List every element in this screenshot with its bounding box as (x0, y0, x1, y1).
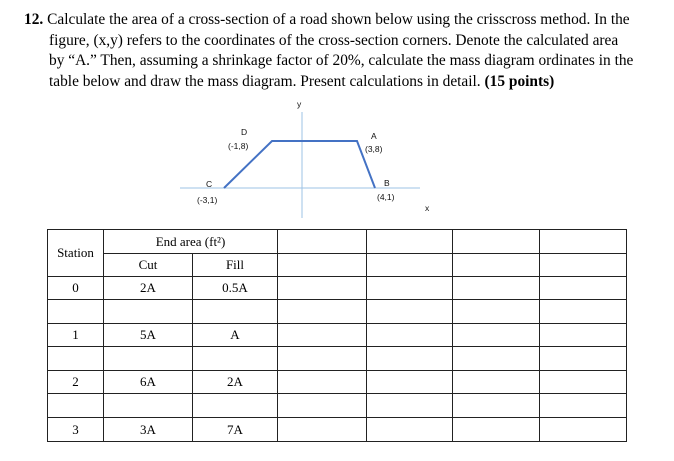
empty-cell (278, 394, 367, 418)
empty-cell (367, 300, 453, 324)
empty-cell (540, 230, 627, 254)
table-spacer-row (48, 394, 627, 418)
empty-cell (367, 394, 453, 418)
point-a-label: A (371, 131, 377, 141)
empty-cell (453, 371, 540, 394)
point-a-coords: (3,8) (365, 144, 383, 154)
empty-cell (453, 277, 540, 300)
station-cell: 1 (48, 324, 104, 347)
cross-section-figure (0, 0, 674, 230)
empty-cell (540, 418, 627, 442)
empty-cell (278, 254, 367, 277)
empty-cell (540, 324, 627, 347)
station-cell: 3 (48, 418, 104, 442)
point-c-label: C (206, 179, 213, 189)
empty-cell (278, 371, 367, 394)
point-b-label: B (384, 178, 390, 188)
empty-cell (104, 394, 193, 418)
empty-cell (540, 371, 627, 394)
problem-line-4: table below and draw the mass diagram. Present calculations in detail. (15 points) (49, 72, 555, 90)
empty-cell (540, 394, 627, 418)
fill-cell: 2A (193, 371, 278, 394)
empty-cell (367, 254, 453, 277)
y-axis-label: y (297, 99, 302, 109)
empty-cell (48, 347, 104, 371)
station-cell: 2 (48, 371, 104, 394)
table-spacer-row (48, 347, 627, 371)
point-b-coords: (4,1) (377, 192, 395, 202)
cut-header: Cut (104, 254, 193, 277)
table-subheader-row (48, 254, 627, 277)
points-label: (15 points) (484, 72, 555, 90)
point-d-label: D (241, 127, 248, 137)
empty-cell (367, 418, 453, 442)
empty-cell (453, 347, 540, 371)
empty-cell (367, 371, 453, 394)
empty-cell (193, 394, 278, 418)
empty-cell (453, 324, 540, 347)
empty-cell (278, 277, 367, 300)
station-cell: 0 (48, 277, 104, 300)
empty-cell (278, 230, 367, 254)
table-row (48, 418, 627, 442)
empty-cell (453, 300, 540, 324)
empty-cell (367, 347, 453, 371)
empty-cell (193, 347, 278, 371)
empty-cell (48, 394, 104, 418)
empty-cell (540, 254, 627, 277)
empty-cell (104, 347, 193, 371)
station-header: Station (48, 230, 104, 277)
empty-cell (367, 230, 453, 254)
empty-cell (278, 347, 367, 371)
fill-cell: 0.5A (193, 277, 278, 300)
empty-cell (453, 254, 540, 277)
problem-line-2: figure, (x,y) refers to the coordinates of the cross-section corners. Denote the calculated area (49, 31, 619, 49)
cut-cell: 3A (104, 418, 193, 442)
empty-cell (278, 300, 367, 324)
fill-header: Fill (193, 254, 278, 277)
empty-cell (278, 418, 367, 442)
empty-cell (278, 324, 367, 347)
fill-cell: A (193, 324, 278, 347)
x-axis-label: x (425, 203, 430, 213)
table-row (48, 371, 627, 394)
point-d-coords: (-1,8) (228, 141, 249, 151)
cut-cell: 5A (104, 324, 193, 347)
fill-cell: 7A (193, 418, 278, 442)
table-spacer-row (48, 300, 627, 324)
empty-cell (540, 277, 627, 300)
problem-number: 12. (24, 11, 44, 28)
empty-cell (104, 300, 193, 324)
cut-cell: 6A (104, 371, 193, 394)
table-row (48, 277, 627, 300)
end-area-header: End area (ft²) (104, 230, 278, 254)
problem-line-3: by “A.” Then, assuming a shrinkage factor of 20%, calculate the mass diagram ordinates in the (49, 52, 634, 70)
empty-cell (540, 347, 627, 371)
mass-diagram-table (47, 229, 627, 442)
table-row (48, 324, 627, 347)
empty-cell (367, 324, 453, 347)
empty-cell (453, 418, 540, 442)
empty-cell (193, 300, 278, 324)
table-header-row (48, 230, 627, 254)
cut-cell: 2A (104, 277, 193, 300)
problem-line-1: 12. Calculate the area of a cross-section of a road shown below using the crisscross method. In the (24, 11, 630, 28)
empty-cell (367, 277, 453, 300)
empty-cell (540, 300, 627, 324)
empty-cell (453, 394, 540, 418)
empty-cell (453, 230, 540, 254)
empty-cell (48, 300, 104, 324)
point-c-coords: (-3,1) (197, 195, 218, 205)
